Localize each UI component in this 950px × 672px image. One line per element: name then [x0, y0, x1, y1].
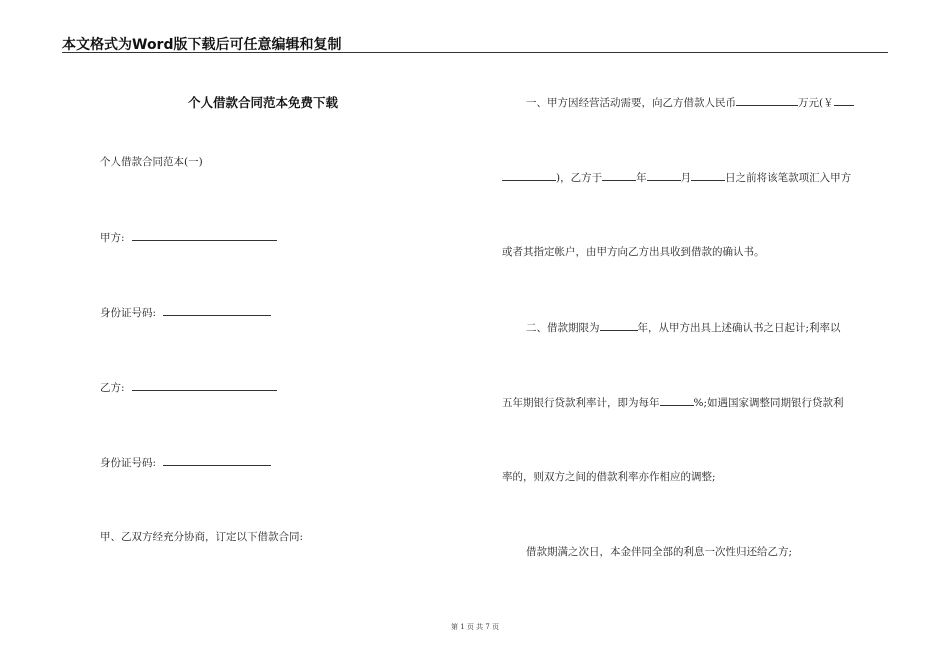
clause-1-text-a: 一、甲方因经营活动需要，向乙方借款人民币 [526, 97, 736, 109]
clause-2-line-2 [502, 395, 844, 410]
clause-1-text-c: )，乙方于 [556, 172, 603, 184]
month-label: 月 [680, 172, 692, 184]
agreement-intro: 甲、乙双方经充分协商，订定以下借款合同: [100, 531, 304, 543]
clause-2-line-3: 率的，则双方之间的借款利率亦作相应的调整; [502, 471, 716, 483]
clause-1-text-b: 万元(￥ [798, 97, 834, 109]
year-label: 年 [636, 172, 647, 184]
clause-1-line-2 [502, 170, 851, 185]
party-b-id-field [100, 455, 271, 470]
clause-2-text-d: %;如遇国家调整同期银行贷款利 [693, 397, 844, 409]
clause-2-line-1 [526, 320, 841, 335]
party-a-id-field [100, 305, 271, 320]
contract-heading: 个人借款合同范本(一) [100, 156, 203, 168]
party-a-id-label: 身份证号码: [100, 307, 157, 319]
document-title: 个人借款合同范本免费下载 [187, 95, 338, 110]
clause-2-line-4: 借款期满之次日，本金伴同全部的利息一次性归还给乙方; [526, 546, 793, 558]
clause-1-line-1 [526, 95, 854, 110]
clause-2-text-c: 五年期银行贷款利率计，即为每年 [502, 397, 660, 409]
clause-1-line-3: 或者其指定帐户，由甲方向乙方出具收到借款的确认书。 [502, 246, 765, 258]
amount-yen-blank-cont [502, 170, 556, 181]
header-title: 本文格式为Word版下载后可任意编辑和复制 [62, 37, 342, 53]
month-blank [647, 170, 681, 181]
header-divider [62, 52, 888, 53]
page-number: 第 1 页 共 7 页 [450, 623, 500, 631]
party-a-id-blank [163, 305, 271, 316]
clause-1-text-d: 日之前将该笔款项汇入甲方 [725, 172, 852, 184]
party-a-field [100, 230, 277, 245]
clause-2-text-b: 年，从甲方出具上述确认书之日起计;利率以 [637, 322, 841, 334]
party-a-blank [132, 230, 277, 241]
rate-blank [660, 395, 694, 406]
party-b-label: 乙方: [100, 382, 125, 394]
party-b-id-blank [163, 455, 271, 466]
clause-2-text-a: 二、借款期限为 [526, 322, 600, 334]
amount-yen-blank [834, 95, 854, 106]
party-b-field [100, 380, 277, 395]
party-a-label: 甲方: [100, 232, 125, 244]
day-blank [691, 170, 725, 181]
year-blank [602, 170, 636, 181]
term-blank [600, 320, 638, 331]
party-b-id-label: 身份证号码: [100, 457, 157, 469]
party-b-blank [132, 380, 277, 391]
amount-blank [736, 95, 798, 106]
